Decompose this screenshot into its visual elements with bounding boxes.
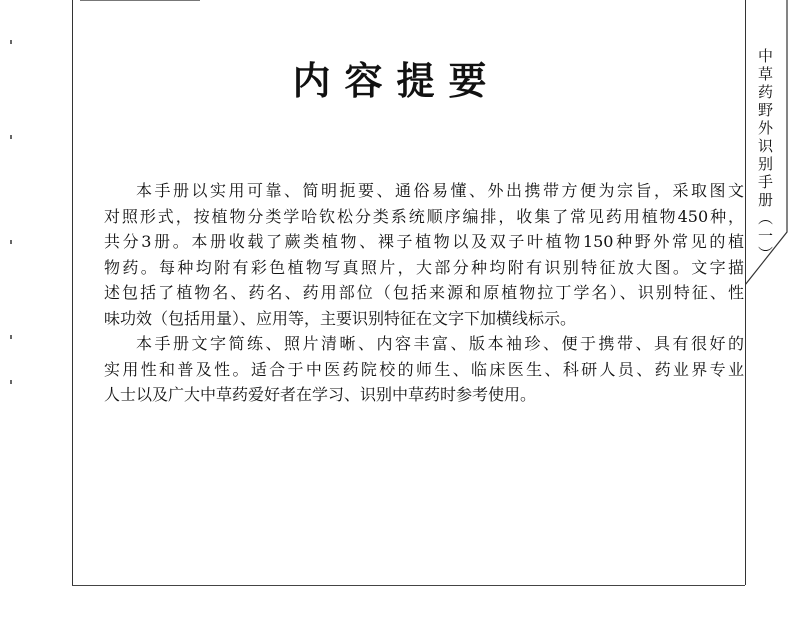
text-line: 实用性和普及性。适合于中医药院校的师生、临床医生、科研人员、药业界专业 bbox=[104, 359, 744, 379]
text-line: 共分3册。本册收载了蕨类植物、裸子植物以及双子叶植物150种野外常见的植 bbox=[104, 232, 744, 251]
paragraph bbox=[104, 331, 744, 408]
paragraph bbox=[104, 178, 744, 331]
text-line: 味功效（包括用量）、应用等，主要识别特征在文字下加横线标示。 bbox=[104, 308, 577, 328]
scan-edge bbox=[80, 0, 200, 1]
side-title: 中草药野外识别手册（一） bbox=[756, 48, 774, 264]
scan-speck bbox=[10, 335, 12, 339]
scan-speck bbox=[10, 40, 12, 44]
summary-text bbox=[104, 178, 744, 408]
scan-speck bbox=[10, 240, 12, 244]
page-title: 内容提要 bbox=[292, 59, 501, 103]
scan-speck bbox=[10, 135, 12, 139]
text-line: 人士以及广大中草药爱好者在学习、识别中草药时参考使用。 bbox=[104, 385, 537, 404]
text-line: 物药。每种均附有彩色植物写真照片，大部分种均附有识别特征放大图。文字描 bbox=[104, 257, 744, 277]
text-line: 本手册文字简练、照片清晰、内容丰富、版本袖珍、便于携带、具有很好的 bbox=[136, 334, 744, 353]
frame-border-bottom bbox=[72, 585, 745, 586]
text-line: 对照形式，按植物分类学哈钦松分类系统顺序编排，收集了常见药用植物450种， bbox=[104, 206, 744, 226]
text-line: 本手册以实用可靠、简明扼要、通俗易懂、外出携带方便为宗旨，采取图文 bbox=[136, 181, 744, 200]
text-line: 述包括了植物名、药名、药用部位（包括来源和原植物拉丁学名）、识别特征、性 bbox=[104, 283, 744, 302]
scan-speck bbox=[10, 380, 12, 384]
